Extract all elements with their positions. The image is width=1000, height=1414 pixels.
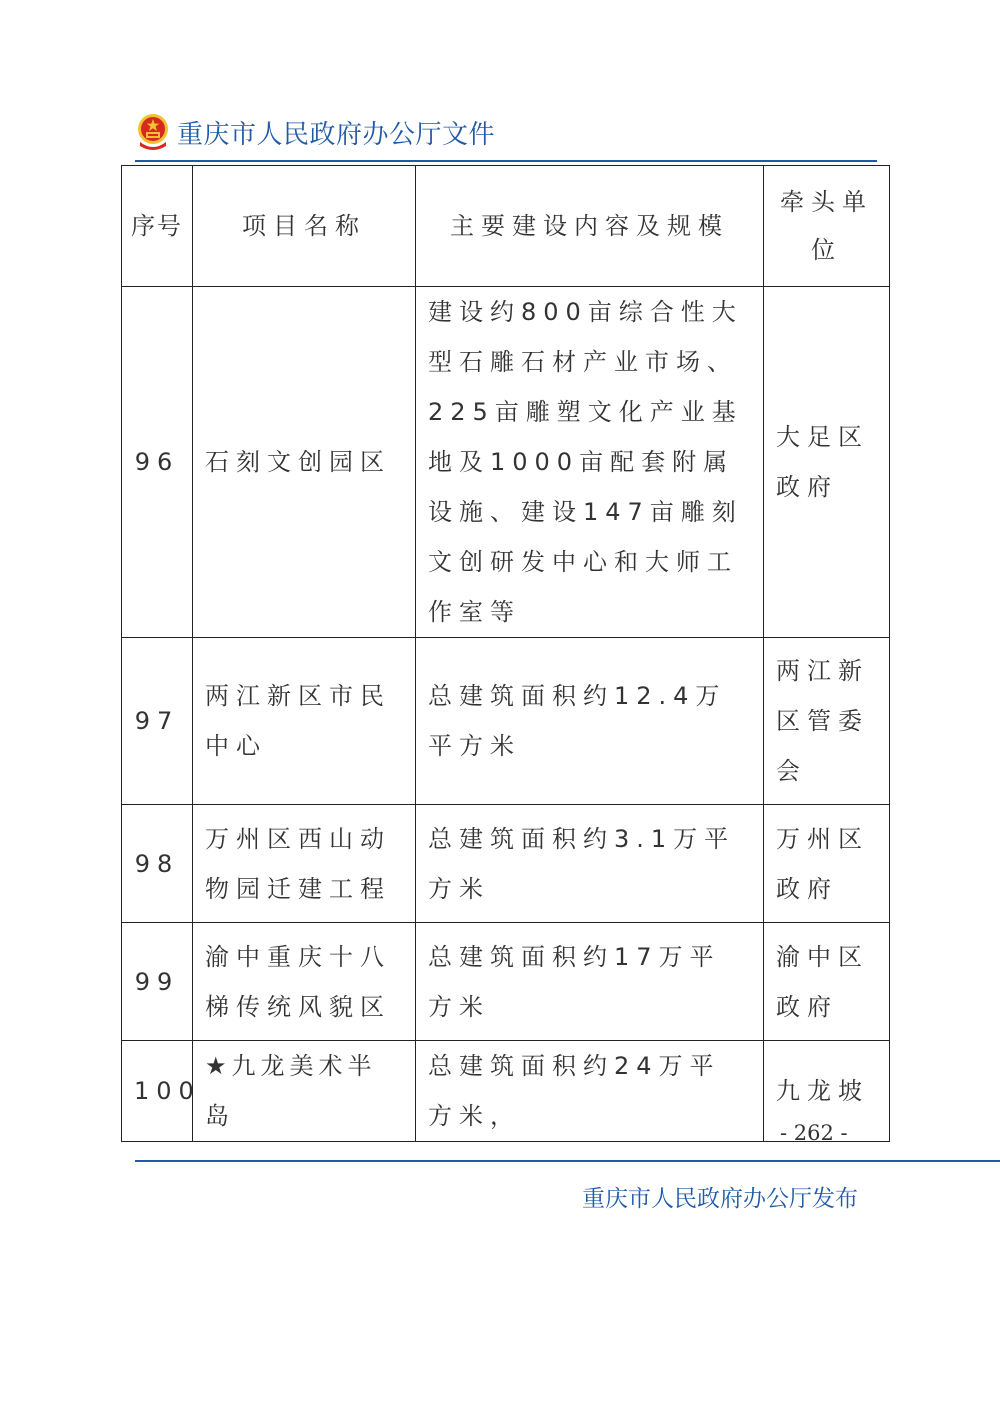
row-number: 99 <box>122 923 193 1041</box>
project-name: 渝中重庆十八梯传统风貌区 <box>193 923 416 1041</box>
lead-unit: 大足区政府 <box>764 287 890 638</box>
project-content: 建设约800亩综合性大型石雕石材产业市场、225亩雕塑文化产业基地及1000亩配套附属设施、建设147亩雕刻文创研发中心和大师工作室等 <box>416 287 764 638</box>
project-name: 两江新区市民中心 <box>193 638 416 805</box>
column-header-name: 项目名称 <box>193 166 416 287</box>
table-row <box>122 923 890 1041</box>
row-number: 98 <box>122 805 193 923</box>
table-row <box>122 287 890 638</box>
document-header <box>135 108 495 156</box>
table-row <box>122 1041 890 1142</box>
row-number: 97 <box>122 638 193 805</box>
project-content: 总建筑面积约17万平方米 <box>416 923 764 1041</box>
column-header-content: 主要建设内容及规模 <box>416 166 764 287</box>
document-header-title: 重庆市人民政府办公厅文件 <box>177 119 496 150</box>
footer-publisher: 重庆市人民政府办公厅发布 <box>582 1186 858 1212</box>
lead-unit: 渝中区政府 <box>764 923 890 1041</box>
lead-unit: 万州区政府 <box>764 805 890 923</box>
lead-unit: 两江新区管委会 <box>764 638 890 805</box>
project-content: 总建筑面积约3.1万平方米 <box>416 805 764 923</box>
table-row <box>122 638 890 805</box>
column-header-lead-unit: 牵头单位 <box>764 166 890 287</box>
header-divider <box>135 160 877 162</box>
national-emblem-icon <box>135 112 171 152</box>
project-name: ★九龙美术半岛 <box>193 1041 416 1142</box>
page-number: - 262 - <box>780 1121 848 1145</box>
project-name: 石刻文创园区 <box>193 287 416 638</box>
project-content: 总建筑面积约12.4万平方米 <box>416 638 764 805</box>
row-number: 96 <box>122 287 193 638</box>
row-number: 100 <box>122 1041 193 1142</box>
project-content: 总建筑面积约24万平方米， <box>416 1041 764 1142</box>
footer-divider <box>135 1160 1000 1162</box>
column-header-number: 序号 <box>122 166 193 287</box>
project-name: 万州区西山动物园迁建工程 <box>193 805 416 923</box>
table-header-row <box>122 166 890 287</box>
lead-unit: 九龙坡 <box>764 1041 890 1142</box>
project-table <box>121 165 890 1142</box>
table-row <box>122 805 890 923</box>
